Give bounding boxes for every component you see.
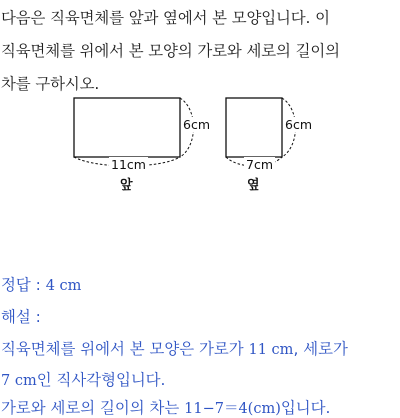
explanation-line-3 (1, 396, 399, 418)
answer-value: 4 cm (45, 278, 82, 294)
front-view-rectangle (74, 98, 180, 157)
explanation-label: 해설 : (1, 308, 41, 326)
side-height-label: 6cm (285, 117, 313, 132)
explanation-line-2 (1, 368, 399, 390)
explanation-line-3-b: 11−7＝4(cm) (184, 401, 281, 417)
cuboid-views-drawing (0, 85, 400, 195)
explanation-line-1-a: 직육면체를 위에서 본 모양은 가로가 (1, 340, 244, 358)
explanation-line-3-a: 가로와 세로의 길이의 차는 (1, 399, 180, 417)
answer-label: 정답 : (1, 276, 41, 294)
front-height-label: 6cm (183, 117, 211, 132)
question-line-1: 다음은 직육면체를 앞과 옆에서 본 모양입니다. 이 (1, 9, 330, 27)
explanation-line-2-a: 7 cm (1, 373, 37, 389)
question-line-3: 차를 구하시오. (1, 75, 100, 93)
side-width-label: 7cm (246, 157, 274, 172)
front-width-label: 11cm (111, 157, 146, 172)
side-view-label: 옆 (247, 178, 260, 193)
answer-line (1, 273, 399, 295)
explanation-line-2-b: 인 직사각형입니다. (36, 371, 166, 389)
question-line-2: 직육면체를 위에서 본 모양의 가로와 세로의 길이의 (1, 42, 340, 60)
explanation-line-1-c: , 세로가 (293, 340, 348, 358)
explanation-line-3-c: 입니다. (280, 399, 331, 417)
front-view-label: 앞 (120, 178, 133, 193)
explanation-line-1-b: 11 cm (248, 342, 294, 358)
cuboid-views-figure (0, 85, 400, 195)
explanation-line-1 (1, 337, 399, 359)
side-view-rectangle (226, 98, 282, 157)
